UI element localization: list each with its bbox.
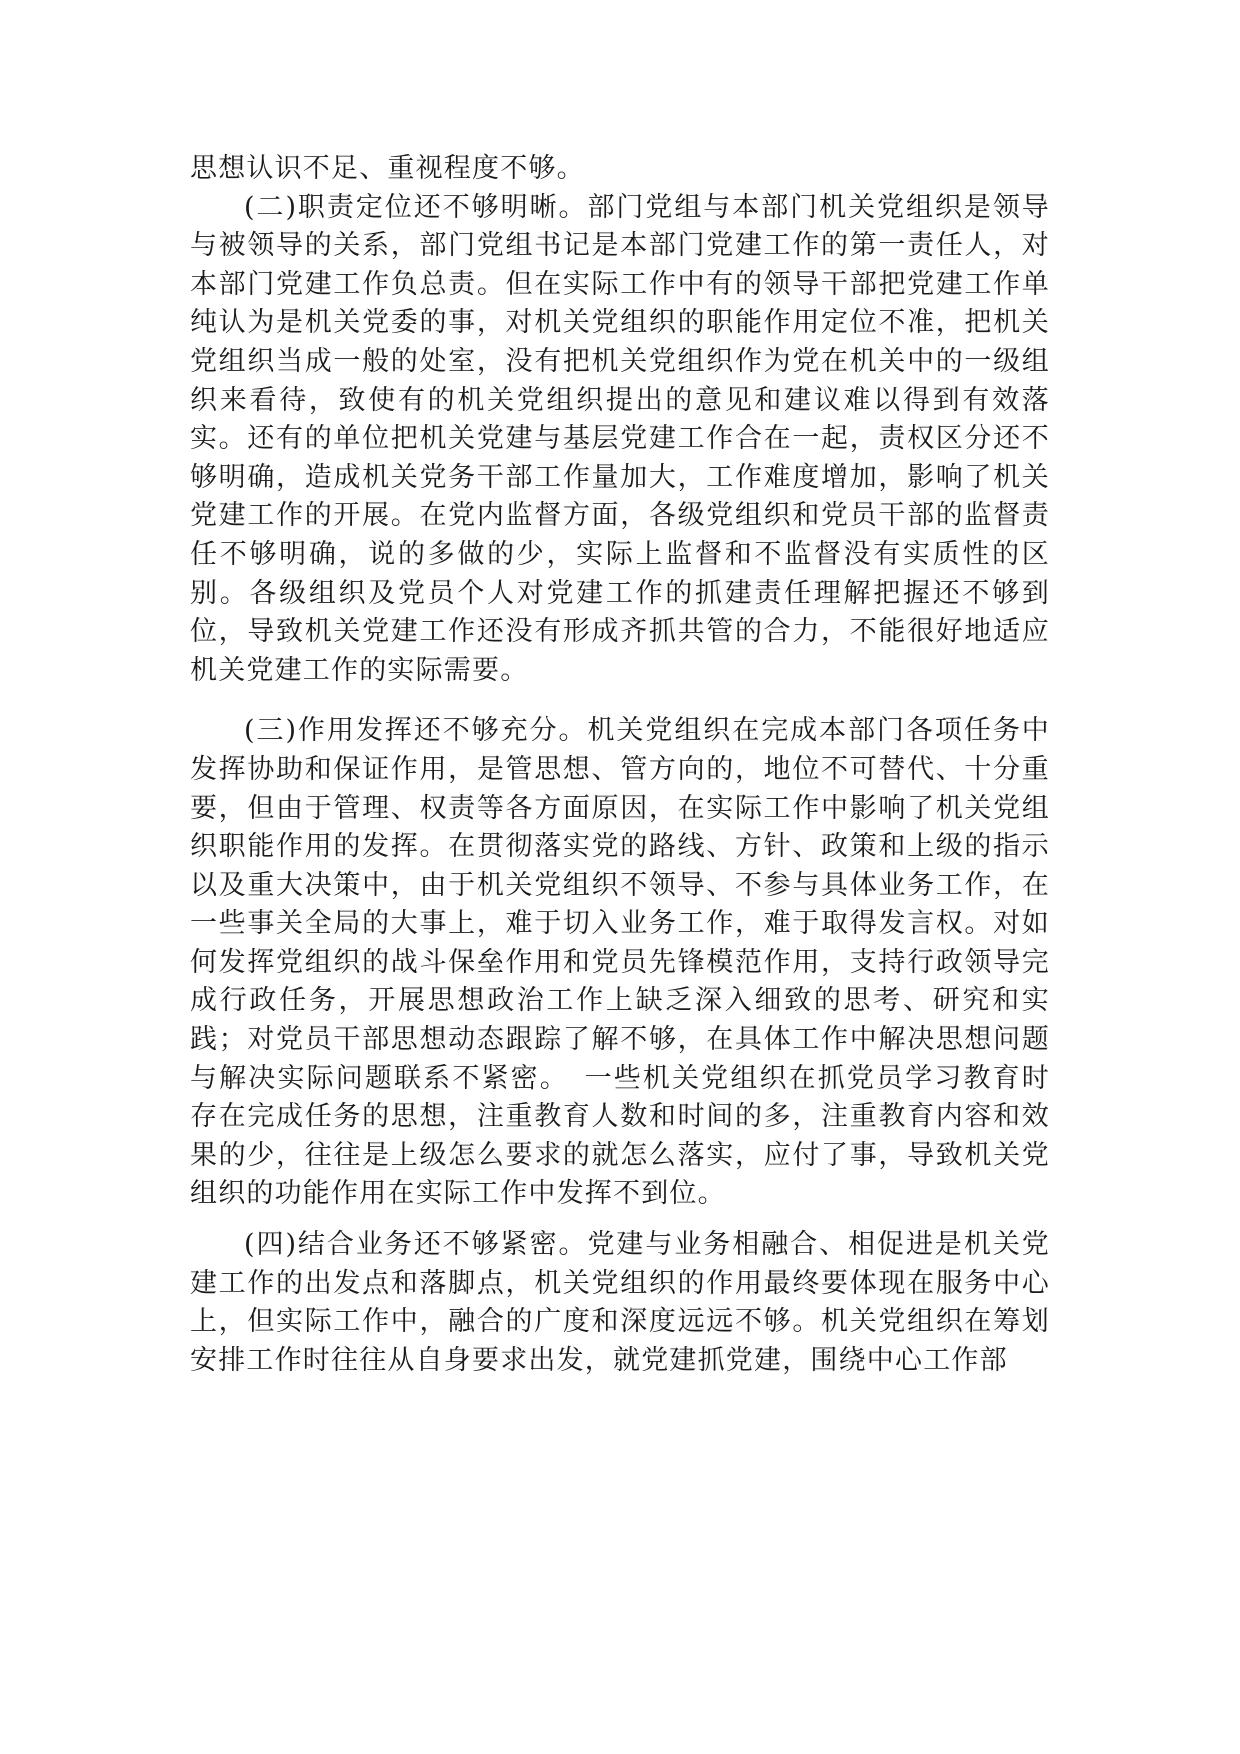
paragraph-section-3: (三)作用发挥还不够充分。机关党组织在完成本部门各项任务中发挥协助和保证作用，是管思想、管方向的，地位不可替代、十分重要，但由于管理、权责等各方面原因，在实际工作中影响了机关党组织职能作用的发挥。在贯彻落实党的路线、方针、政策和上级的指示以及重大决策中，由于机关党组织不领导、不参与具体业务工作，在一些事关全局的大事上，难于切入业务工作，难于取得发言权。对如何发挥党组织的战斗保垒作用和党员先锋模范作用，支持行政领导完成行政任务，开展思想政治工作上缺乏深入细致的思考、研究和实践；对党员干部思想动态跟踪了解不够，在具体工作中解决思想问题与解决实际问题联系不紧密。 一些机关党组织在抓党员学习教育时存在完成任务的思想，注重教育人数和时间的多，注重教育内容和效果的少，往往是上级怎么要求的就怎么落实，应付了事，导致机关党组织的功能作用在实际工作中发挥不到位。	[190, 715, 1050, 1210]
paragraph-section-4: (四)结合业务还不够紧密。党建与业务相融合、相促进是机关党建工作的出发点和落脚点，机关党组织的作用最终要体现在服务中心上，但实际工作中，融合的广度和深度远远不够。机关党组织在筹划安排工作时往往从自身要求出发，就党建抓党建，围绕中心工作部	[190, 1229, 1050, 1376]
paragraph-section-2: (二)职责定位还不够明晰。部门党组与本部门机关党组织是领导与被领导的关系，部门党组书记是本部门党建工作的第一责任人，对本部门党建工作负总责。但在实际工作中有的领导干部把党建工作单纯认为是机关党委的事，对机关党组织的职能作用定位不准，把机关党组织当成一般的处室，没有把机关党组织作为党在机关中的一级组织来看待，致使有的机关党组织提出的意见和建议难以得到有效落实。还有的单位把机关党建与基层党建工作合在一起，责权区分还不够明确，造成机关党务干部工作量加大，工作难度增加，影响了机关党建工作的开展。在党内监督方面，各级党组织和党员干部的监督责任不够明确，说的多做的少，实际上监督和不监督没有实质性的区别。各级组织及党员个人对党建工作的抓建责任理解把握还不够到位，导致机关党建工作还没有形成齐抓共管的合力，不能很好地适应机关党建工作的实际需要。	[190, 191, 1050, 686]
paragraph-continuation: 思想认识不足、重视程度不够。	[190, 153, 585, 184]
document-body	[190, 150, 1050, 1380]
